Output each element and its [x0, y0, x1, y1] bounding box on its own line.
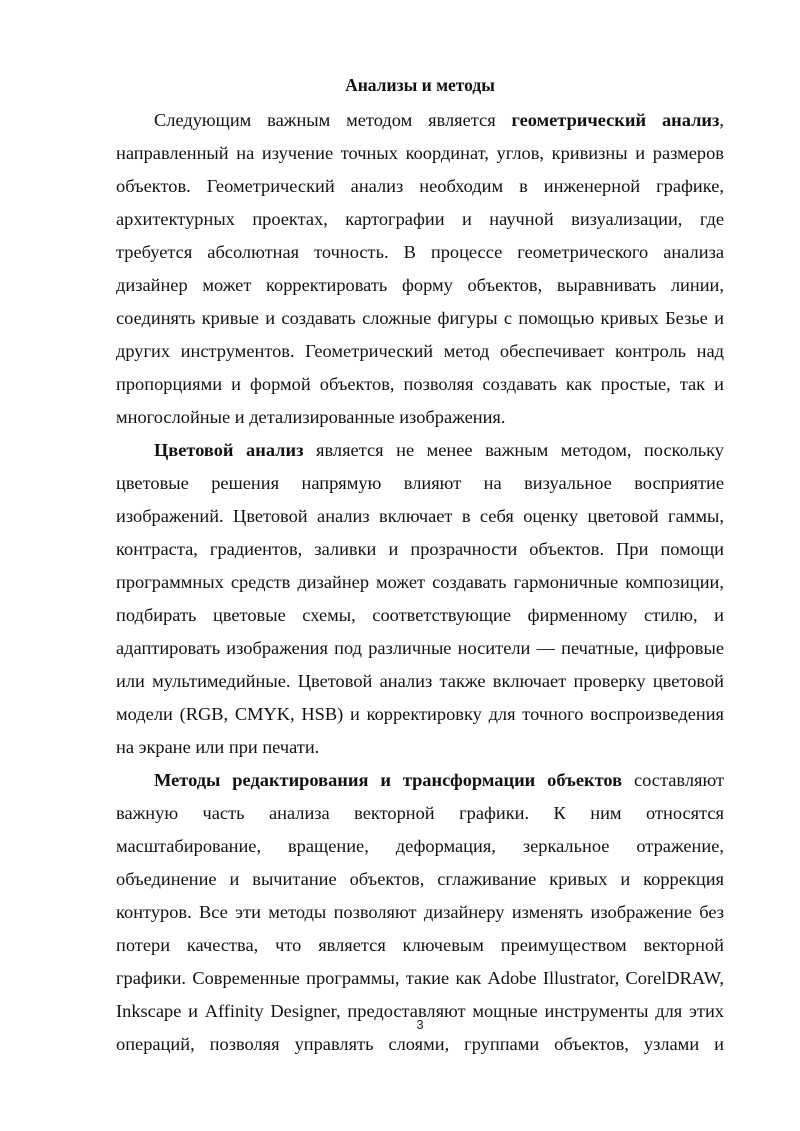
- paragraph-1-line-10: многослойные и детализированные изображения.: [116, 407, 506, 427]
- paragraph-1-line-5: требуется абсолютная точность. В процессе геометрического анализа: [116, 242, 724, 262]
- paragraph-2-line-10: на экране или при печати.: [116, 737, 320, 757]
- paragraph-3-line-6: потери качества, что является ключевым преимуществом векторной: [116, 935, 724, 955]
- bold-term: Цветовой анализ: [154, 440, 304, 460]
- paragraph-3-line-8: Inkscape и Affinity Designer, предоставляют мощные инструменты для этих: [116, 1001, 724, 1021]
- paragraph-2-line-5: программных средств дизайнер может создавать гармоничные композиции,: [116, 572, 724, 592]
- paragraph-2-line-4: контраста, градиентов, заливки и прозрачности объектов. При помощи: [116, 539, 724, 559]
- paragraph-2-line-9: модели (RGB, CMYK, HSB) и корректировку для точного воспроизведения: [116, 704, 724, 724]
- paragraph-1-line-6: дизайнер может корректировать форму объектов, выравнивать линии,: [116, 275, 724, 295]
- section-heading: Анализы и методы: [345, 75, 495, 95]
- bold-term: геометрический анализ: [511, 110, 720, 130]
- paragraph-2-line-2: цветовые решения напрямую влияют на визуальное восприятие: [116, 473, 724, 493]
- paragraph-2-line-7: адаптировать изображения под различные носители — печатные, цифровые: [116, 638, 724, 658]
- paragraph-3-line-3: масштабирование, вращение, деформация, зеркальное отражение,: [116, 836, 724, 856]
- paragraph-2-line-8: или мультимедийные. Цветовой анализ также включает проверку цветовой: [116, 671, 724, 691]
- page-number: 3: [416, 1017, 424, 1032]
- paragraph-1-line-1: [154, 108, 724, 132]
- bold-term: Методы редактирования и трансформации объектов: [154, 770, 623, 790]
- paragraph-1-line-3: объектов. Геометрический анализ необходим в инженерной графике,: [116, 176, 724, 196]
- paragraph-3-line-5: контуров. Все эти методы позволяют дизайнеру изменять изображение без: [116, 902, 724, 922]
- paragraph-3-line-2: важную часть анализа векторной графики. К ним относятся: [116, 803, 724, 823]
- line-text: ,: [719, 110, 725, 130]
- paragraph-1-line-4: архитектурных проектах, картографии и научной визуализации, где: [116, 209, 724, 229]
- paragraph-2-line-1: [154, 438, 724, 462]
- paragraph-2-line-6: подбирать цветовые схемы, соответствующие фирменному стилю, и: [116, 605, 724, 625]
- line-text: составляют: [622, 770, 724, 790]
- paragraph-3-line-7: графики. Современные программы, такие как Adobe Illustrator, CorelDRAW,: [116, 968, 724, 988]
- paragraph-1-line-7: соединять кривые и создавать сложные фигуры с помощью кривых Безье и: [116, 308, 724, 328]
- paragraph-1-line-9: пропорциями и формой объектов, позволяя создавать как простые, так и: [116, 374, 724, 394]
- line-text: Следующим важным методом является: [154, 110, 512, 130]
- paragraph-3-line-1: [154, 768, 724, 792]
- paragraph-3-line-9: операций, позволяя управлять слоями, группами объектов, узлами и: [116, 1034, 724, 1054]
- paragraph-2-line-3: изображений. Цветовой анализ включает в себя оценку цветовой гаммы,: [116, 506, 724, 526]
- paragraph-1-line-2: направленный на изучение точных координат, углов, кривизны и размеров: [116, 143, 724, 163]
- paragraph-3-line-4: объединение и вычитание объектов, сглаживание кривых и коррекция: [116, 869, 724, 889]
- line-text: является не менее важным методом, поскольку: [303, 440, 725, 460]
- paragraph-1-line-8: других инструментов. Геометрический метод обеспечивает контроль над: [116, 341, 724, 361]
